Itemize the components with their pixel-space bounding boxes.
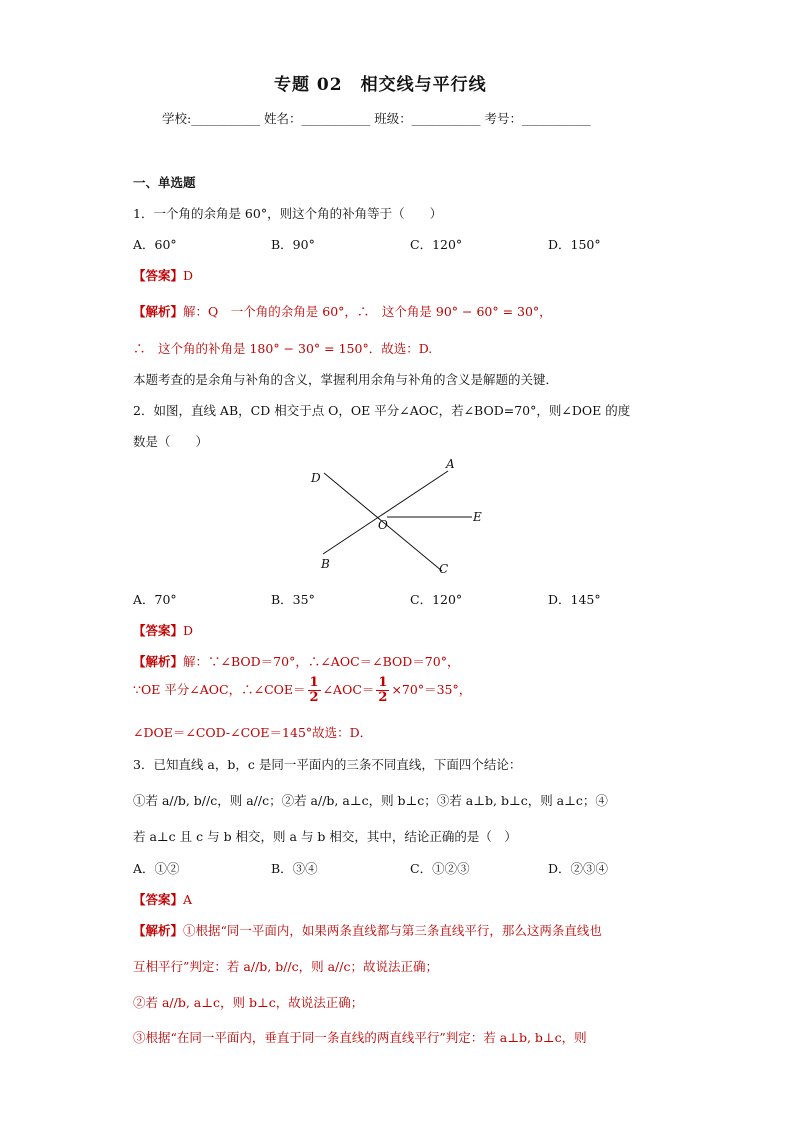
q2-analysis-text-2a: ∵OE 平分∠AOC，∴∠COE＝ [133,682,306,697]
q2-answer [133,621,193,639]
q2-analysis-text-1: 解：∵∠BOD＝70°，∴∠AOC＝∠BOD＝70°， [183,654,460,669]
q1-analysis-line-2: ∴ 这个角的补角是 180° − 30° = 150°．故选：D. [133,341,433,356]
q3-analysis-line-4: ③根据“在同一平面内，垂直于同一条直线的两直线平行”判定：若 a⊥b, b⊥c，则 [133,1030,587,1045]
label-d: D [311,471,321,485]
student-info-line [162,109,591,127]
fraction-one-half-1 [308,676,321,705]
q3-stem-line-3: 若 a⊥c 且 c 与 b 相交，则 a 与 b 相交，其中，结论正确的是（ ） [133,829,517,844]
fraction-1-denominator: 2 [309,690,319,705]
q1-option-b: B．90° [271,237,315,252]
q2-analysis-tag: 【解析】 [133,654,184,669]
label-b: B [321,557,330,571]
q3-stem-line-1: 3．已知直线 a，b，c 是同一平面内的三条不同直线，下面四个结论： [133,757,522,772]
q1-answer-value: D [183,268,194,283]
line-ab [323,471,448,554]
q3-option-b: B．③④ [271,861,318,876]
q2-analysis-line-2 [133,676,471,705]
q3-analysis-text-1: ①根据“同一平面内，如果两条直线都与第三条直线平行，那么这两条直线也 [183,923,602,938]
q1-option-d: D．150° [548,237,601,252]
q3-analysis-line-1 [133,921,602,939]
q3-stem-line-2: ①若 a//b, b//c，则 a//c；②若 a//b, a⊥c，则 b⊥c；③若 a⊥b, b⊥c，则 a⊥c；④ [133,793,608,808]
section-title: 一、单选题 [133,175,196,190]
q3-option-c: C．①②③ [410,861,470,876]
name-label: 姓名： [263,111,302,126]
q3-analysis-tag: 【解析】 [133,923,184,938]
q1-answer [133,266,193,284]
q2-answer-value: D [183,623,194,638]
q1-analysis-line-1 [133,302,552,320]
class-blank: ___________ [411,111,481,126]
q2-option-a: A．70° [133,592,177,607]
exam-blank: ___________ [521,111,591,126]
q1-stem: 1．一个角的余角是 60°，则这个角的补角等于（ ） [133,206,443,221]
fraction-2-numerator: 1 [378,675,388,690]
q2-analysis-text-2c: ×70°＝35°， [391,682,472,697]
q3-answer [133,890,192,908]
q2-stem-line-1: 2．如图，直线 AB，CD 相交于点 O，OE 平分∠AOC，若∠BOD=70°，则∠DOE 的度 [133,403,631,418]
q2-analysis-line-3: ∠DOE＝∠COD-∠COE＝145°故选：D． [133,725,373,740]
q3-analysis-line-2: 互相平行”判定：若 a//b, b//c，则 a//c；故说法正确； [133,959,438,974]
q2-analysis-line-1 [133,652,459,670]
q3-option-a: A．①② [133,861,180,876]
q2-option-d: D．145° [548,592,601,607]
q1-analysis-tag: 【解析】 [133,304,184,319]
fraction-one-half-2 [376,676,389,705]
q3-option-d: D．②③④ [548,861,609,876]
school-blank: ___________ [191,111,260,126]
q1-option-c: C．120° [410,237,463,252]
q3-answer-tag: 【答案】 [133,892,184,907]
q2-answer-tag: 【答案】 [133,623,184,638]
page-title: 专题 02 相交线与平行线 [274,75,487,95]
label-c: C [439,562,449,576]
q1-option-a: A．60° [133,237,177,252]
q2-figure-intersecting-lines [300,455,500,580]
exam-label: 考号： [484,111,522,126]
q1-analysis-line-3: 本题考查的是余角与补角的含义，掌握利用余角与补角的含义是解题的关键． [133,372,559,387]
school-label: 学校: [162,111,192,126]
q2-option-c: C．120° [410,592,463,607]
q1-analysis-text-1: 解：Q 一个角的余角是 60°，∴ 这个角是 90° − 60° = 30°， [183,304,552,319]
name-blank: ___________ [301,111,371,126]
label-e: E [473,510,482,524]
q2-analysis-text-2b: ∠AOC＝ [322,682,375,697]
fraction-1-numerator: 1 [309,675,319,690]
label-a: A [446,457,455,471]
label-o: O [378,518,388,532]
class-label: 班级： [374,111,412,126]
q3-answer-value: A [183,892,193,907]
q1-answer-tag: 【答案】 [133,268,184,283]
q3-analysis-line-3: ②若 a//b, a⊥c，则 b⊥c，故说法正确； [133,995,364,1010]
q2-option-b: B．35° [271,592,315,607]
q2-stem-line-2: 数是（ ） [133,434,209,449]
fraction-2-denominator: 2 [378,690,388,705]
